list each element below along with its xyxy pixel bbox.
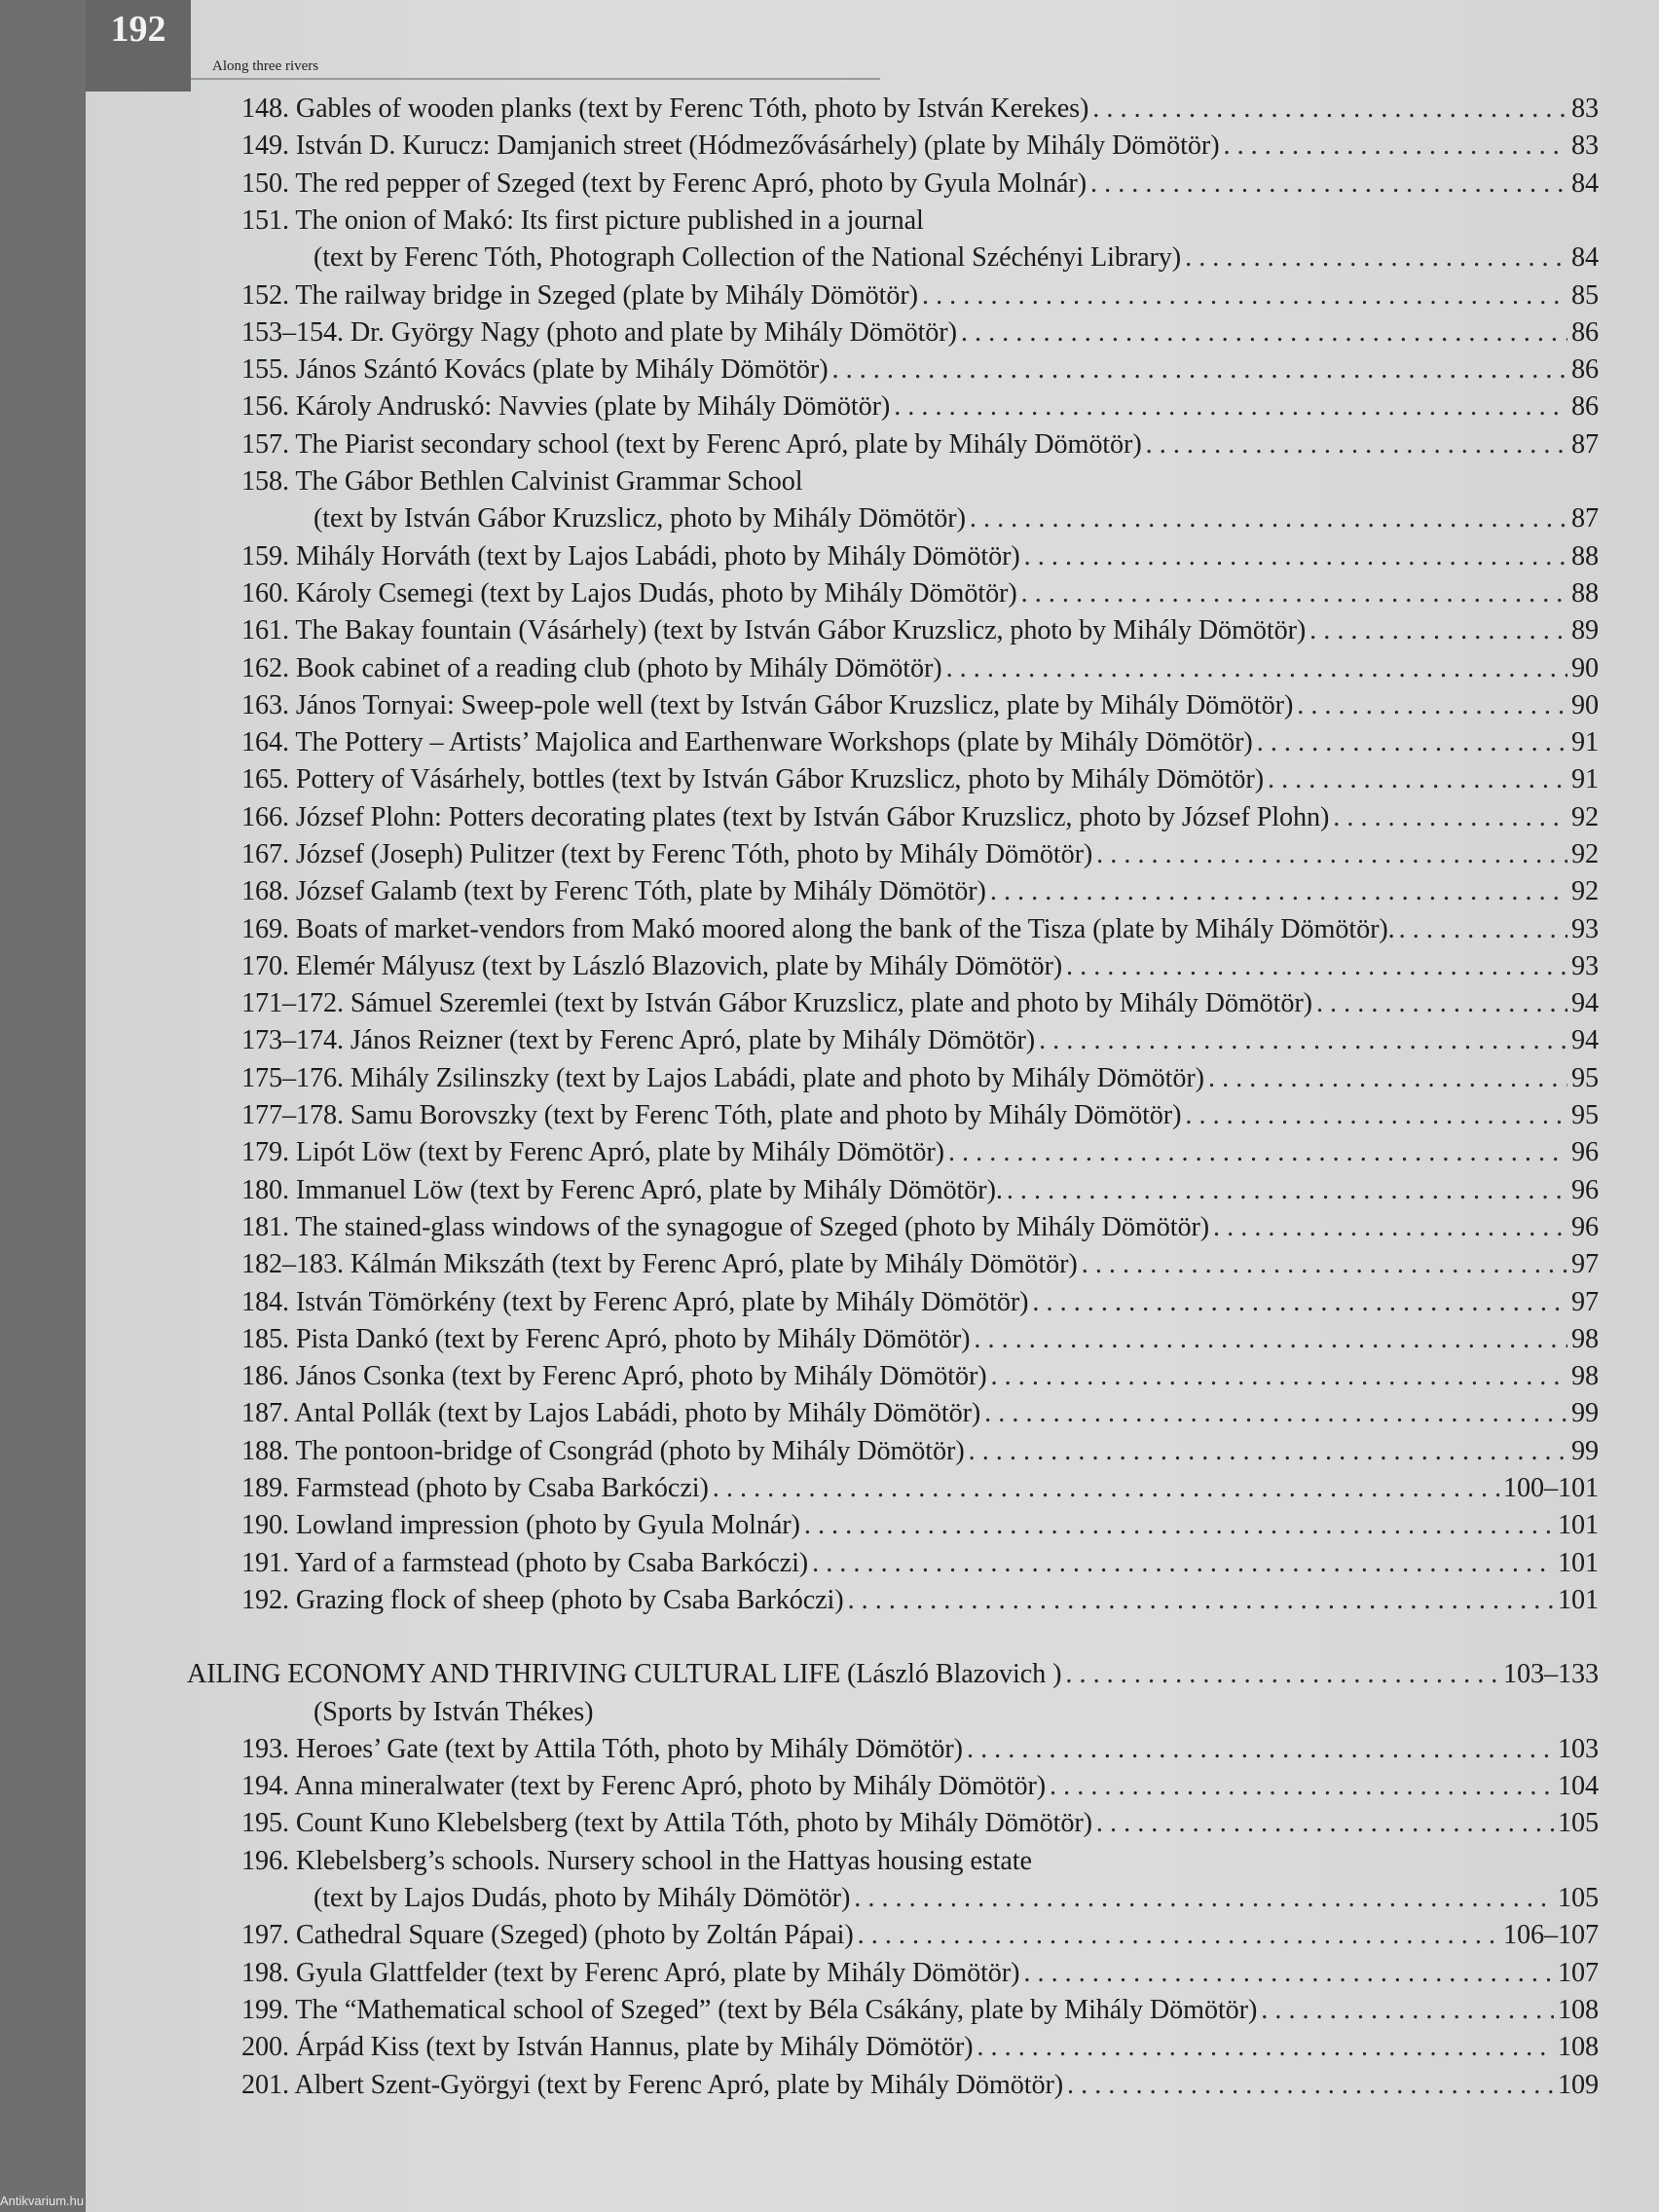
toc-entry [241,802,1599,839]
toc-entry-text: 185. Pista Dankó (text by Ferenc Apró, photo by Mihály Dömötör) [241,1324,971,1354]
toc-entry [241,317,1599,354]
toc-page-number: 86 [1571,354,1599,385]
dot-leader [970,503,1567,535]
toc-entry-text: 199. The “Mathematical school of Szeged” (text by Béla Csákány, plate by Mihály Dömötör) [241,1995,1258,2025]
dot-leader [1007,1175,1567,1206]
toc-entry-text: 166. József Plohn: Potters decorating plates (text by István Gábor Kruzslicz, photo by József Plohn) [241,802,1330,832]
dot-leader [1185,242,1567,274]
dot-leader [1021,578,1567,609]
toc-entry-text: 192. Grazing flock of sheep (photo by Csaba Barkóczi) [241,1585,844,1615]
toc-page-number: 90 [1571,690,1599,720]
toc-entry-text: 170. Elemér Mályusz (text by László Blazovich, plate by Mihály Dömötör) [241,951,1063,981]
toc-entry-text: 160. Károly Csemegi (text by Lajos Dudás, photo by Mihály Dömötör) [241,578,1017,608]
toc-page-number: 106–107 [1503,1920,1599,1950]
toc-entry-text: 194. Anna mineralwater (text by Ferenc Apró, photo by Mihály Dömötör) [241,1771,1047,1801]
toc-page-number: 100–101 [1503,1473,1599,1503]
toc-entry-text: 156. Károly Andruskó: Navvies (plate by Mihály Dömötör) [241,391,891,422]
dot-leader [1223,130,1567,162]
toc-entry [241,280,1599,317]
toc-page-number: 98 [1571,1324,1599,1354]
toc-entry [241,1548,1599,1585]
watermark: Antikvarium.hu [0,2194,84,2208]
toc-entry [241,429,1599,466]
toc-entry-text: 182–183. Kálmán Mikszáth (text by Ferenc Apró, plate by Mihály Dömötör) [241,1249,1078,1279]
toc-entry-text: 179. Lipót Löw (text by Ferenc Apró, plate by Mihály Dömötör) [241,1137,944,1167]
toc-entry [241,1920,1599,1957]
toc-entry [241,1473,1599,1510]
toc-entry-text: 153–154. Dr. György Nagy (photo and plate by Mihály Dömötör) [241,317,957,348]
toc-entry-text: 167. József (Joseph) Pulitzer (text by Ferenc Tóth, photo by Mihály Dömötör) [241,839,1093,869]
dot-leader [961,317,1567,349]
dot-leader [894,391,1567,423]
dot-leader [1050,1771,1554,1802]
toc-page-number: 99 [1571,1436,1599,1466]
toc-entry-text: 148. Gables of wooden planks (text by Ferenc Tóth, photo by István Kerekes) [241,93,1089,124]
toc-entry-text: 161. The Bakay fountain (Vásárhely) (text by István Gábor Kruzslicz, photo by Mihály Dömötör) [241,615,1307,645]
page-edge-shadow [0,0,86,2212]
dot-leader [1309,615,1567,646]
toc-entry [241,1771,1599,1808]
dot-leader [1067,2070,1554,2101]
dot-leader [1024,541,1567,572]
dot-leader [967,1734,1554,1765]
toc-entry-text: 173–174. János Reizner (text by Ferenc Apró, plate by Mihály Dömötör) [241,1025,1036,1055]
toc-entry [241,1510,1599,1547]
toc-entry-text: 164. The Pottery – Artists’ Majolica and Earthenware Workshops (plate by Mihály Dömötör) [241,727,1253,757]
dot-leader [1096,1808,1554,1839]
toc-page-number: 88 [1571,578,1599,608]
toc-entry [241,130,1599,167]
toc-page-number: 96 [1571,1212,1599,1242]
toc-page-number: 96 [1571,1175,1599,1205]
toc-entry-text: 200. Árpád Kiss (text by István Hannus, plate by Mihály Dömötör) [241,2032,974,2062]
toc-page-number: 94 [1571,1025,1599,1055]
toc-entry-text: (text by Lajos Dudás, photo by Mihály Dömötör) [313,1883,851,1913]
toc-entry [241,1734,1599,1771]
dot-leader [1257,727,1567,758]
toc-entry-text: 162. Book cabinet of a reading club (photo by Mihály Dömötör) [241,653,942,683]
dot-leader [848,1585,1554,1616]
toc-entry [241,1361,1599,1398]
dot-leader [922,280,1567,312]
dot-leader [969,1436,1567,1467]
dot-leader [854,1883,1554,1914]
toc-page-number: 83 [1571,93,1599,124]
toc-entry-text: 171–172. Sámuel Szeremlei (text by István Gábor Kruzslicz, plate and photo by Mihály Dömötör) [241,988,1312,1018]
toc-entry-text: 150. The red pepper of Szeged (text by Ferenc Apró, photo by Gyula Molnár) [241,168,1088,199]
toc-page-number: 95 [1571,1100,1599,1130]
toc-entry [241,2032,1599,2069]
toc-page-number: 85 [1571,280,1599,311]
dot-leader [946,653,1567,684]
toc-page-number: 83 [1571,130,1599,161]
toc-entry-text: 189. Farmstead (photo by Csaba Barkóczi) [241,1473,709,1503]
toc-entry [241,653,1599,690]
toc-entry-text: 188. The pontoon-bridge of Csongrád (photo by Mihály Dömötör) [241,1436,965,1466]
toc-entry [241,1212,1599,1249]
toc-entry [241,1287,1599,1324]
toc-page-number: 101 [1558,1548,1599,1578]
toc-page-number: 92 [1571,876,1599,906]
toc-entry [241,1398,1599,1435]
toc-page-number: 87 [1571,503,1599,534]
header-rule [191,78,880,80]
section-heading [187,1659,1599,1696]
toc-entry-text: 190. Lowland impression (photo by Gyula Molnár) [241,1510,800,1540]
dot-leader [990,876,1567,907]
toc-page-number: 93 [1571,951,1599,981]
toc-entry-text: (text by István Gábor Kruzslicz, photo by Mihály Dömötör) [313,503,966,534]
dot-leader [1208,1063,1567,1094]
dot-leader [1185,1100,1567,1131]
toc-entry [241,541,1599,578]
toc-entry [241,354,1599,391]
toc-entry-text: 181. The stained-glass windows of the synagogue of Szeged (photo by Mihály Dömötör) [241,1212,1210,1242]
toc-page-number: 94 [1571,988,1599,1018]
toc-page-number: 97 [1571,1287,1599,1317]
dot-leader [1092,93,1567,125]
toc-page-number: 89 [1571,615,1599,645]
toc-entry [241,1100,1599,1137]
toc-entry [313,242,1599,279]
toc-entry-text: 168. József Galamb (text by Ferenc Tóth, plate by Mihály Dömötör) [241,876,986,906]
dot-leader [1399,914,1567,945]
dot-leader [1082,1249,1567,1280]
toc-entry-text: 151. The onion of Makó: Its first picture published in a journal [241,205,924,236]
toc-page-number: 92 [1571,802,1599,832]
dot-leader [1333,802,1567,833]
toc-entry [241,205,924,242]
toc-page-number: 105 [1558,1883,1599,1913]
toc-entry [313,503,1599,540]
dot-leader [1213,1212,1567,1243]
dot-leader [974,1324,1567,1355]
toc-page-number: 101 [1558,1585,1599,1615]
toc-entry [241,1995,1599,2032]
toc-entry-text: 193. Heroes’ Gate (text by Attila Tóth, photo by Mihály Dömötör) [241,1734,963,1764]
toc-page-number: 99 [1571,1398,1599,1428]
toc-entry [241,914,1599,951]
toc-page-number: 84 [1571,242,1599,273]
dot-leader [1090,168,1567,200]
toc-page-number: 84 [1571,168,1599,199]
toc-entry-text: (Sports by István Thékes) [313,1697,594,1727]
toc-page-number: 97 [1571,1249,1599,1279]
toc-entry [241,578,1599,615]
dot-leader [1297,690,1567,721]
dot-leader [1065,1659,1499,1690]
toc-entry [241,1063,1599,1100]
dot-leader [1032,1287,1567,1318]
toc-entry [241,764,1599,801]
toc-entry [241,168,1599,205]
toc-entry-text: 165. Pottery of Vásárhely, bottles (text by István Gábor Kruzslicz, photo by Mihály Dömötör) [241,764,1264,794]
toc-page-number: 95 [1571,1063,1599,1093]
toc-entry [241,988,1599,1025]
toc-page-number: 92 [1571,839,1599,869]
toc-entry [241,93,1599,130]
running-head: Along three rivers [212,58,319,74]
toc-page-number: 104 [1558,1771,1599,1801]
toc-entry-text: 191. Yard of a farmstead (photo by Csaba Barkóczi) [241,1548,809,1578]
toc-entry-text: 195. Count Kuno Klebelsberg (text by Attila Tóth, photo by Mihály Dömötör) [241,1808,1092,1838]
toc-entry-text: 149. István D. Kurucz: Damjanich street (Hódmezővásárhely) (plate by Mihály Dömötör) [241,130,1220,161]
page-number: 192 [110,9,166,50]
toc-entry-text: 163. János Tornyai: Sweep-pole well (text by István Gábor Kruzslicz, plate by Mihály Dömötör) [241,690,1294,720]
toc-entry [313,1697,593,1734]
toc-entry [241,951,1599,988]
toc-page-number: 103–133 [1503,1659,1599,1689]
toc-entry [313,1883,1599,1920]
toc-entry-text: 152. The railway bridge in Szeged (plate by Mihály Dömötör) [241,280,918,311]
toc-entry [241,876,1599,913]
dot-leader [713,1473,1499,1504]
toc-page-number: 105 [1558,1808,1599,1838]
toc-entry-text: 198. Gyula Glattfelder (text by Ferenc Apró, plate by Mihály Dömötör) [241,1958,1020,1988]
toc-entry [241,615,1599,652]
dot-leader [1146,429,1567,461]
toc-entry [241,1324,1599,1361]
dot-leader [948,1137,1567,1168]
toc-page-number: 91 [1571,764,1599,794]
toc-entry [241,1436,1599,1473]
toc-page-number: 87 [1571,429,1599,460]
dot-leader [1023,1958,1554,1989]
toc-page-number: 86 [1571,391,1599,422]
toc-entry [241,1137,1599,1174]
toc-entry-text: 187. Antal Pollák (text by Lajos Labádi, photo by Mihály Dömötör) [241,1398,981,1428]
toc-entry-text: AILING ECONOMY AND THRIVING CULTURAL LIFE (László Blazovich ) [187,1659,1062,1689]
toc-page-number: 107 [1558,1958,1599,1988]
toc-entry-text: (text by Ferenc Tóth, Photograph Collection of the National Széchényi Library) [313,242,1182,273]
toc-entry [241,1846,1032,1883]
dot-leader [991,1361,1567,1392]
dot-leader [812,1548,1554,1579]
toc-entry-text: 169. Boats of market-vendors from Makó moored along the bank of the Tisza (plate by Mihály Dömötör). [241,914,1395,944]
dot-leader [1039,1025,1567,1056]
toc-entry-text: 157. The Piarist secondary school (text by Ferenc Apró, plate by Mihály Dömötör) [241,429,1142,460]
toc-page-number: 96 [1571,1137,1599,1167]
dot-leader [1261,1995,1554,2026]
toc-entry [241,1025,1599,1062]
toc-page-number: 109 [1558,2070,1599,2100]
toc-page-number: 91 [1571,727,1599,757]
toc-entry-text: 186. János Csonka (text by Ferenc Apró, photo by Mihály Dömötör) [241,1361,987,1391]
toc-entry-text: 197. Cathedral Square (Szeged) (photo by Zoltán Pápai) [241,1920,854,1950]
toc-page-number: 108 [1558,1995,1599,2025]
toc-entry [241,391,1599,428]
dot-leader [977,2032,1554,2063]
toc-entry-text: 175–176. Mihály Zsilinszky (text by Lajos Labádi, plate and photo by Mihály Dömötör) [241,1063,1204,1093]
toc-page-number: 86 [1571,317,1599,348]
toc-entry-text: 155. János Szántó Kovács (plate by Mihály Dömötör) [241,354,829,385]
toc-entry-text: 158. The Gábor Bethlen Calvinist Grammar School [241,466,803,497]
toc-entry [241,1175,1599,1212]
dot-leader [858,1920,1499,1951]
toc-entry [241,1585,1599,1622]
dot-leader [1066,951,1567,982]
toc-entry [241,1249,1599,1286]
toc-page-number: 101 [1558,1510,1599,1540]
toc-entry-text: 177–178. Samu Borovszky (text by Ferenc Tóth, plate and photo by Mihály Dömötör) [241,1100,1182,1130]
toc-page-number: 98 [1571,1361,1599,1391]
toc-page-number: 93 [1571,914,1599,944]
toc-entry [241,839,1599,876]
toc-entry-text: 201. Albert Szent-Györgyi (text by Ferenc Apró, plate by Mihály Dömötör) [241,2070,1064,2100]
toc-page-number: 108 [1558,2032,1599,2062]
toc-entry [241,1958,1599,1995]
toc-entry [241,2070,1599,2107]
dot-leader [1316,988,1567,1019]
toc-entry-text: 196. Klebelsberg’s schools. Nursery school in the Hattyas housing estate [241,1846,1032,1876]
toc-page-number: 88 [1571,541,1599,571]
dot-leader [1096,839,1567,870]
toc-entry [241,466,802,503]
dot-leader [804,1510,1554,1541]
dot-leader [1268,764,1567,795]
toc-entry [241,727,1599,764]
toc-entry-text: 184. István Tömörkény (text by Ferenc Apró, plate by Mihály Dömötör) [241,1287,1029,1317]
dot-leader [832,354,1568,386]
dot-leader [984,1398,1567,1429]
toc-entry [241,690,1599,727]
toc-entry [241,1808,1599,1845]
toc-entry-text: 180. Immanuel Löw (text by Ferenc Apró, plate by Mihály Dömötör). [241,1175,1003,1205]
toc-page-number: 90 [1571,653,1599,683]
toc-entry-text: 159. Mihály Horváth (text by Lajos Labádi, photo by Mihály Dömötör) [241,541,1020,571]
toc-page-number: 103 [1558,1734,1599,1764]
